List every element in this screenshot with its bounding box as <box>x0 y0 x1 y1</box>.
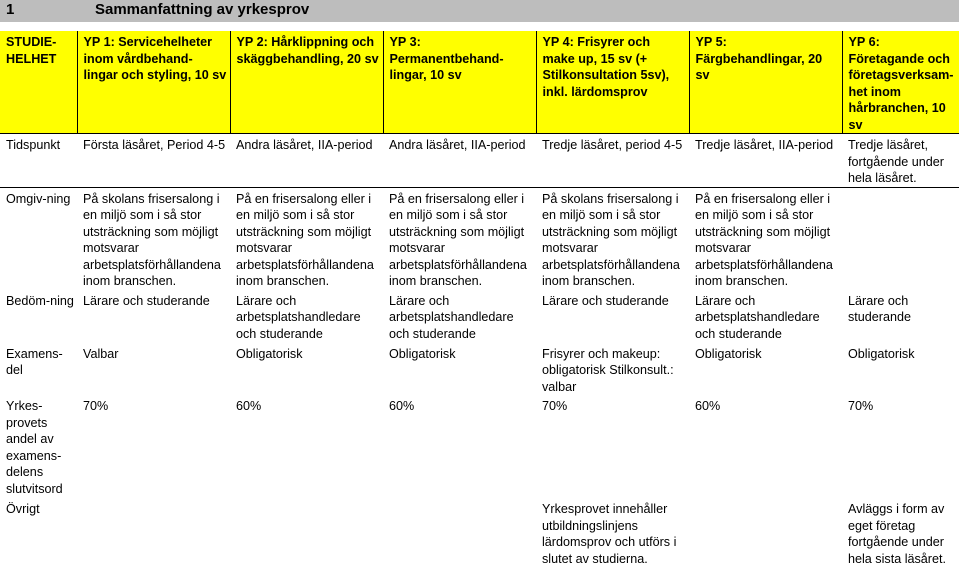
table-row <box>0 395 959 498</box>
section-heading <box>0 0 959 22</box>
table-cell: Lärare och studerande <box>83 293 210 308</box>
section-title: Sammanfattning av yrkesprov <box>95 1 310 18</box>
row-label-other: Övrigt <box>6 502 40 516</box>
summary-table <box>0 31 959 571</box>
table-cell: 70% <box>542 399 568 413</box>
table-cell: Tredje läsåret, period 4-5 <box>536 134 689 188</box>
table-cell: På en frisersalong eller i en miljö som i så stor utsträckning som möjligt motsvarar arbetsplatsförhållandena inom branschen. <box>689 187 842 290</box>
table-row <box>0 498 959 571</box>
table-cell: Valbar <box>83 346 119 361</box>
table-cell: Obligatorisk <box>236 346 303 361</box>
row-label-environment: Omgiv-ning <box>0 187 77 290</box>
header-yp2: YP 2: Hårklippning och skäggbehandling, 20 sv <box>230 31 383 134</box>
table-row <box>0 134 959 188</box>
table-cell: Lärare och studerande <box>848 293 912 324</box>
header-row <box>0 31 959 134</box>
header-yp6: YP 6: Företagande och företagsverksam-het inom hårbranchen, 10 sv <box>842 31 959 134</box>
table-row <box>0 187 959 290</box>
table-cell: Obligatorisk <box>389 346 456 361</box>
table-cell <box>842 187 959 290</box>
table-cell: Andra läsåret, IIA-period <box>230 134 383 188</box>
row-label-exam-part: Examens-del <box>6 346 63 377</box>
table-cell: Lärare och arbetsplatshandledare och studerande <box>236 293 361 341</box>
row-label-assessment: Bedöm-ning <box>6 293 74 308</box>
table-cell: 60% <box>389 399 415 413</box>
table-cell: Lärare och arbetsplatshandledare och studerande <box>695 293 820 341</box>
table-cell: Obligatorisk <box>848 346 915 361</box>
table-cell: På skolans frisersalong i en miljö som i så stor utsträckning som möjligt motsvarar arbetsplatsförhållandena inom branschen. <box>77 187 230 290</box>
table-cell <box>77 498 230 571</box>
table-cell: Tredje läsåret, fortgående under hela läsåret. <box>842 134 959 188</box>
table-cell: Lärare och arbetsplatshandledare och studerande <box>389 293 514 341</box>
table-cell: 70% <box>83 399 109 413</box>
table-row <box>0 290 959 343</box>
table-cell: 70% <box>848 399 874 413</box>
table-cell: 60% <box>236 399 262 413</box>
section-number: 1 <box>6 1 15 18</box>
row-label-grade-share: Yrkes-provets andel av examens-delens slutvitsord <box>6 399 63 496</box>
table-cell: Yrkesprovet innehåller utbildningslinjens lärdomsprov och utförs i slutet av studierna. <box>542 502 677 566</box>
header-yp4: YP 4: Frisyrer och make up, 15 sv (+ Stilkonsultation 5sv), inkl. lärdomsprov <box>536 31 689 134</box>
row-label-timing: Tidspunkt <box>0 134 77 188</box>
table-cell: Tredje läsåret, IIA-period <box>689 134 842 188</box>
corner-header: STUDIE-HELHET <box>0 31 77 134</box>
table-cell: På en frisersalong eller i en miljö som i så stor utsträckning som möjligt motsvarar arbetsplatsförhållandena inom branschen. <box>230 187 383 290</box>
table-cell: Frisyrer och makeup: obligatorisk Stilkonsult.: valbar <box>542 346 674 394</box>
table-cell: Lärare och studerande <box>542 293 669 308</box>
table-row <box>0 343 959 396</box>
header-yp3: YP 3: Permanentbehand-lingar, 10 sv <box>383 31 536 134</box>
table-cell: På skolans frisersalong i en miljö som i så stor utsträckning som möjligt motsvarar arbetsplatsförhållandena inom branschen. <box>536 187 689 290</box>
table-cell: 60% <box>695 399 721 413</box>
table-cell: Avläggs i form av eget företag fortgående under hela sista läsåret. <box>848 502 947 566</box>
header-yp1: YP 1: Servicehelheter inom vårdbehand-lingar och styling, 10 sv <box>77 31 230 134</box>
header-yp5: YP 5: Färgbehandlingar, 20 sv <box>689 31 842 134</box>
table-cell: Obligatorisk <box>695 346 762 361</box>
table-cell: På en frisersalong eller i en miljö som i så stor utsträckning som möjligt motsvarar arbetsplatsförhållandena inom branschen. <box>383 187 536 290</box>
table-cell <box>383 498 536 571</box>
table-cell <box>230 498 383 571</box>
table-cell <box>689 498 842 571</box>
table-cell: Andra läsåret, IIA-period <box>383 134 536 188</box>
table-cell: Första läsåret, Period 4-5 <box>77 134 230 188</box>
